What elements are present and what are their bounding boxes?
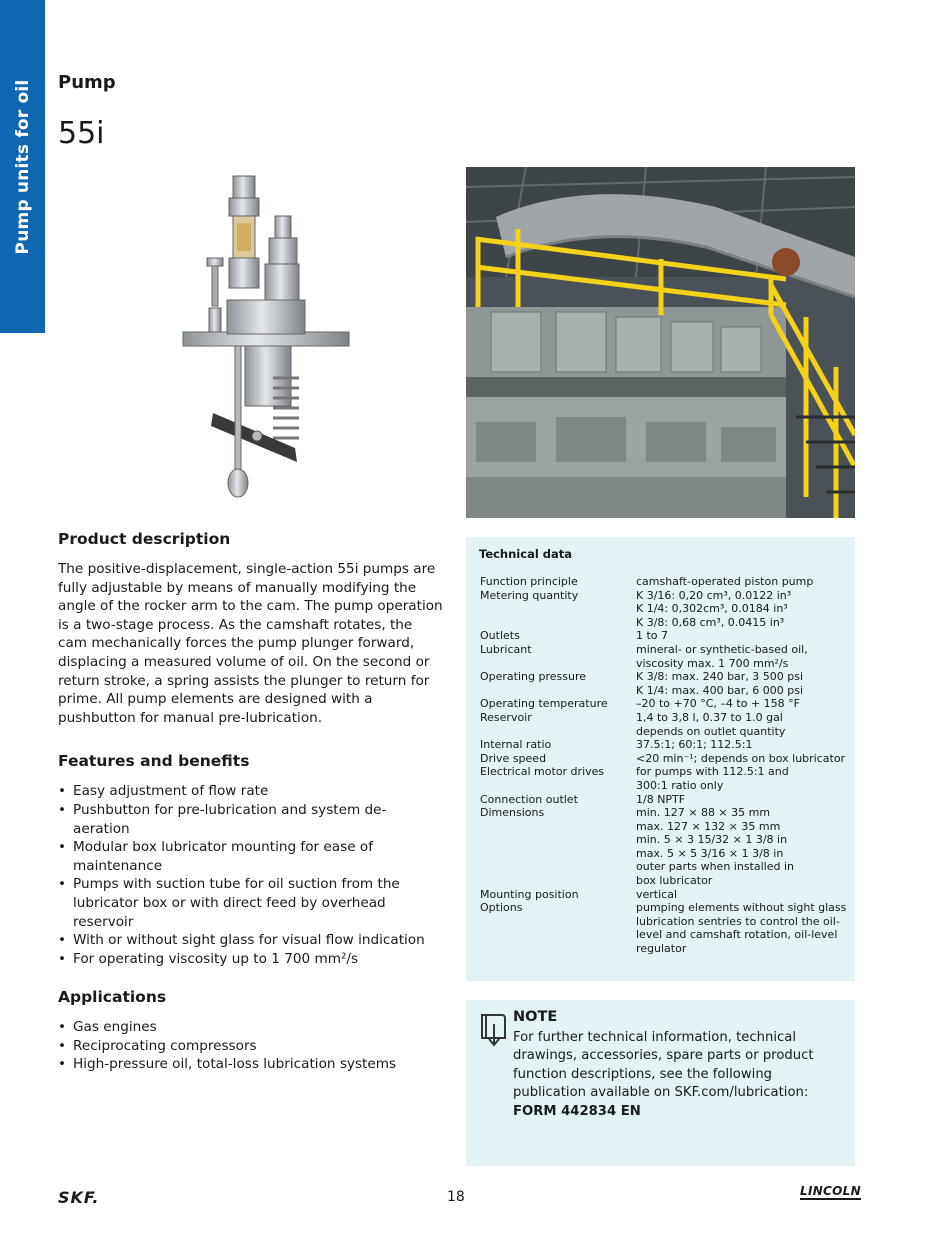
table-row xyxy=(480,643,850,657)
note-title: NOTE xyxy=(513,1009,558,1025)
table-cell-value: for pumps with 112.5:1 and xyxy=(636,765,789,779)
table-cell-label xyxy=(480,847,636,861)
table-row xyxy=(480,942,850,956)
table-cell-label: Operating pressure xyxy=(480,670,587,684)
table-row xyxy=(480,738,850,752)
table-cell-value: 1/8 NPTF xyxy=(636,792,686,806)
table-row xyxy=(480,833,850,847)
table-cell-value: 1 to 7 xyxy=(636,629,669,643)
table-row xyxy=(480,820,850,834)
table-cell-value: –20 to +70 °C, –4 to + 158 °F xyxy=(636,697,800,711)
lincoln-logo: LINCOLN xyxy=(800,1184,861,1198)
table-cell-label: Metering quantity xyxy=(480,588,579,602)
table-cell-value: mineral- or synthetic-based oil, xyxy=(636,642,808,656)
features-list xyxy=(58,782,443,968)
table-cell-value: depends on outlet quantity xyxy=(636,724,786,738)
list-item: • For operating viscosity up to 1 700 mm²/s xyxy=(58,950,443,969)
technical-data-panel xyxy=(466,537,855,981)
table-cell-value: K 1/4: max. 400 bar, 6 000 psi xyxy=(636,683,804,697)
table-row xyxy=(480,860,850,874)
book-info-icon xyxy=(479,1012,509,1048)
engine-installation-photo xyxy=(466,167,855,518)
table-row xyxy=(480,901,850,915)
table-row xyxy=(480,589,850,603)
table-cell-label: Function principle xyxy=(480,575,578,588)
table-cell-value: box lubricator xyxy=(636,874,713,888)
table-cell-label: Internal ratio xyxy=(480,738,552,752)
table-cell-value: min. 127 × 88 × 35 mm xyxy=(636,806,771,820)
table-cell-value: K 3/16: 0,20 cm³, 0.0122 in³ xyxy=(636,588,792,602)
table-cell-label xyxy=(480,616,636,630)
applications-heading: Applications xyxy=(58,988,167,1007)
product-name: 55i xyxy=(58,116,105,151)
table-cell-value: K 3/8: 0,68 cm³, 0.0415 in³ xyxy=(636,615,785,629)
table-cell-label xyxy=(480,915,636,929)
table-row xyxy=(480,657,850,671)
table-row xyxy=(480,575,850,589)
table-cell-label: Operating temperature xyxy=(480,697,608,711)
list-item: • Reciprocating compressors xyxy=(58,1037,443,1056)
table-cell-value: lubrication sentries to control the oil- xyxy=(636,914,840,928)
description-body: The positive-displacement, single-action 55i pumps are fully adjustable by means of manually modifying the angle of the rocker arm to the cam. The pump operation is a two-stage process. As the camshaft rotates, the cam mechanically forces the pump plunger forward, displacing a measured volume of oil. On the second or return stroke, a spring assists the plunger to return for prime. All pump elements are designed with a pushbutton for manual pre-lubrication. xyxy=(58,561,443,726)
list-item: • Gas engines xyxy=(58,1018,443,1037)
table-row xyxy=(480,874,850,888)
page-number: 18 xyxy=(447,1189,465,1205)
table-cell-value: max. 5 × 5 3/16 × 1 3/8 in xyxy=(636,846,784,860)
table-row xyxy=(480,670,850,684)
table-cell-label: Outlets xyxy=(480,629,520,643)
table-cell-label: Mounting position xyxy=(480,887,579,901)
table-cell-label: Electrical motor drives xyxy=(480,765,605,779)
table-row xyxy=(480,616,850,630)
note-form-reference: FORM 442834 EN xyxy=(513,1104,641,1119)
table-cell-value: K 1/4: 0,302cm³, 0.0184 in³ xyxy=(636,602,788,616)
table-row xyxy=(480,602,850,616)
note-panel xyxy=(466,1000,855,1166)
table-cell-label xyxy=(480,684,636,698)
features-heading: Features and benefits xyxy=(58,752,250,771)
table-cell-value: pumping elements without sight glass xyxy=(636,901,847,915)
table-row xyxy=(480,793,850,807)
table-cell-label: Reservoir xyxy=(480,710,532,724)
table-row xyxy=(480,928,850,942)
table-row xyxy=(480,915,850,929)
technical-data-table xyxy=(480,575,850,956)
list-item: • High-pressure oil, total-loss lubrication systems xyxy=(58,1055,443,1074)
section-title: Pump xyxy=(58,72,116,93)
table-cell-value: vertical xyxy=(636,887,678,901)
table-cell-label: Connection outlet xyxy=(480,792,578,806)
table-row xyxy=(480,629,850,643)
table-row xyxy=(480,888,850,902)
list-item: • Modular box lubricator mounting for ease of maintenance xyxy=(58,838,443,875)
table-cell-value: K 3/8: max. 240 bar, 3 500 psi xyxy=(636,670,804,684)
table-cell-label xyxy=(480,874,636,888)
description-heading: Product description xyxy=(58,530,231,548)
table-cell-value: 37.5:1; 60:1; 112.5:1 xyxy=(636,738,753,752)
table-row xyxy=(480,765,850,779)
table-row xyxy=(480,779,850,793)
table-cell-value: min. 5 × 3 15/32 × 1 3/8 in xyxy=(636,833,788,847)
table-cell-value: outer parts when installed in xyxy=(636,860,794,874)
table-cell-value: 300:1 ratio only xyxy=(636,778,724,792)
pump-illustration xyxy=(165,168,375,508)
table-row xyxy=(480,806,850,820)
side-tab xyxy=(0,0,45,333)
note-text: For further technical information, technical drawings, accessories, spare parts or product function descriptions, see the following publication available on SKF.com/lubrication: xyxy=(513,1030,814,1101)
table-cell-label: Dimensions xyxy=(480,806,545,820)
table-cell-label xyxy=(480,820,636,834)
table-row xyxy=(480,725,850,739)
table-cell-label xyxy=(480,725,636,739)
table-cell-label xyxy=(480,928,636,942)
table-cell-label xyxy=(480,860,636,874)
applications-list xyxy=(58,1018,443,1074)
table-cell-value: <20 min⁻¹; depends on box lubricator xyxy=(636,751,846,765)
table-cell-label xyxy=(480,833,636,847)
table-cell-value: level and camshaft rotation, oil-level xyxy=(636,928,838,942)
table-row xyxy=(480,752,850,766)
table-cell-value: regulator xyxy=(636,942,687,956)
table-cell-value: max. 127 × 132 × 35 mm xyxy=(636,819,781,833)
list-item: • Pushbutton for pre-lubrication and system de-aeration xyxy=(58,801,443,838)
table-row xyxy=(480,684,850,698)
table-cell-label xyxy=(480,657,636,671)
skf-logo: SKF. xyxy=(58,1188,100,1207)
table-cell-value: viscosity max. 1 700 mm²/s xyxy=(636,656,789,670)
table-cell-label xyxy=(480,779,636,793)
table-cell-value: camshaft-operated piston pump xyxy=(636,575,814,588)
list-item: • With or without sight glass for visual flow indication xyxy=(58,931,443,950)
table-cell-label: Drive speed xyxy=(480,751,547,765)
table-row xyxy=(480,847,850,861)
side-tab-label: Pump units for oil xyxy=(12,79,33,254)
list-item: • Easy adjustment of flow rate xyxy=(58,782,443,801)
table-cell-label xyxy=(480,602,636,616)
table-row xyxy=(480,711,850,725)
table-cell-label: Options xyxy=(480,901,523,915)
list-item: • Pumps with suction tube for oil suction from the lubricator box or with direct feed by overhead reservoir xyxy=(58,875,443,931)
table-cell-value: 1,4 to 3,8 l, 0.37 to 1.0 gal xyxy=(636,710,783,724)
table-cell-label: Lubricant xyxy=(480,642,532,656)
table-row xyxy=(480,697,850,711)
technical-data-heading: Technical data xyxy=(479,547,573,561)
table-cell-label xyxy=(480,942,636,956)
